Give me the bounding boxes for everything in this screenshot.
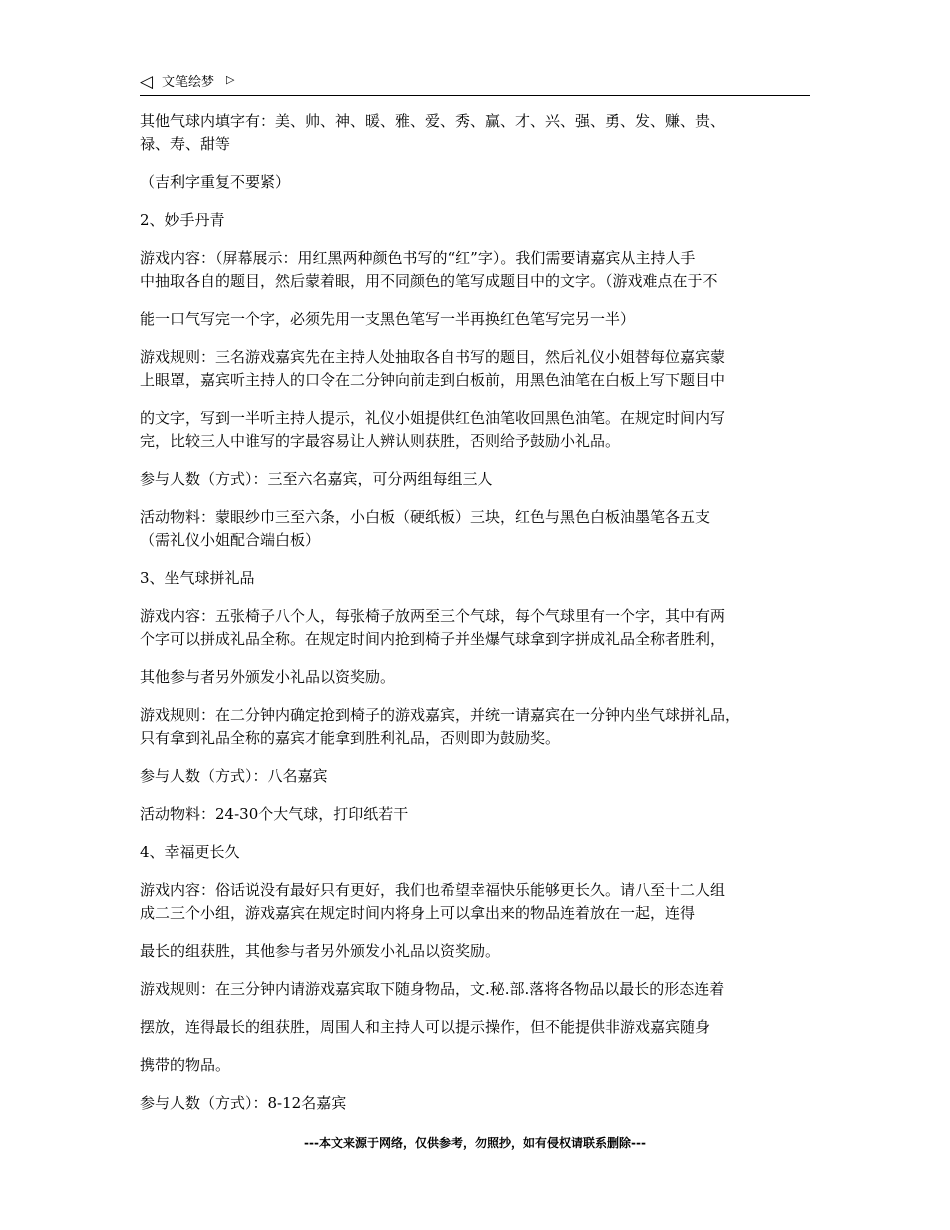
- text-line: 摆放，连得最长的组获胜，周围人和主持人可以提示操作，但不能提供非游戏嘉宾随身: [140, 1018, 711, 1036]
- header-title: 文笔绘梦: [162, 75, 215, 90]
- text-line: 参与人数（方式）：三至六名嘉宾，可分两组每组三人: [140, 470, 493, 488]
- text-line: 只有拿到礼品全称的嘉宾才能拿到胜利礼品，否则即为鼓励奖。: [140, 729, 561, 747]
- text-line: 游戏内容：（屏幕展示：用红黑两种颜色书写的“红”字）。我们需要请嘉宾从主持人手: [140, 249, 696, 267]
- paragraph: [140, 308, 812, 331]
- footer-disclaimer: ---本文来源于网络，仅供参考，勿照抄，如有侵权请联系删除---: [304, 1136, 646, 1150]
- page-header: [140, 70, 810, 96]
- paragraph: [140, 605, 812, 651]
- text-line: 游戏内容：五张椅子八个人，每张椅子放两至三个气球，每个气球里有一个字，其中有两: [140, 607, 726, 625]
- paragraph: [140, 247, 812, 293]
- paragraph: [140, 506, 812, 552]
- paragraph: [140, 666, 812, 689]
- paragraph: [140, 346, 812, 392]
- text-line: 成二三个小组，游戏嘉宾在规定时间内将身上可以拿出来的物品连着放在一起，连得: [140, 904, 696, 922]
- paragraph: [140, 110, 812, 156]
- paragraph: [140, 765, 812, 788]
- document-body: [140, 110, 812, 1130]
- text-line: （需礼仪小姐配合端白板）: [140, 531, 321, 549]
- text-line: 完，比较三人中谁写的字最容易让人辨认则获胜，否则给予鼓励小礼品。: [140, 432, 621, 450]
- text-line: 携带的物品。: [140, 1056, 231, 1074]
- paragraph: [140, 1016, 812, 1039]
- paragraph: [140, 171, 812, 194]
- text-line: 活动物料：蒙眼纱巾三至六条，小白板（硬纸板）三块，红色与黑色白板油墨笔各五支: [140, 508, 711, 526]
- text-line: 参与人数（方式）：8-12名嘉宾: [140, 1094, 347, 1112]
- left-arrow-icon: ◁: [140, 72, 154, 92]
- text-line: 个字可以拼成礼品全称。在规定时间内抢到椅子并坐爆气球拿到字拼成礼品全称者胜利，: [140, 630, 726, 648]
- paragraph: [140, 209, 812, 232]
- text-line: 游戏规则：在三分钟内请游戏嘉宾取下随身物品，文.秘.部.落将各物品以最长的形态连着: [140, 980, 725, 998]
- text-line: 的文字，写到一半听主持人提示，礼仪小姐提供红色油笔收回黑色油笔。在规定时间内写: [140, 409, 726, 427]
- header-divider: [140, 95, 810, 96]
- paragraph: [140, 704, 812, 750]
- paragraph: [140, 1092, 812, 1115]
- text-line: 游戏规则：在二分钟内确定抢到椅子的游戏嘉宾，并统一请嘉宾在一分钟内坐气球拼礼品，: [140, 706, 741, 724]
- text-line: 2、妙手丹青: [140, 211, 225, 229]
- paragraph: [140, 803, 812, 826]
- paragraph: [140, 407, 812, 453]
- text-line: 游戏规则：三名游戏嘉宾先在主持人处抽取各自书写的题目，然后礼仪小姐替每位嘉宾蒙: [140, 348, 726, 366]
- paragraph: [140, 468, 812, 491]
- text-line: 能一口气写完一个字，必须先用一支黑色笔写一半再换红色笔写完另一半）: [140, 310, 636, 328]
- paragraph: [140, 841, 812, 864]
- right-arrow-icon: ▷: [226, 73, 235, 86]
- text-line: 其他气球内填字有：美、帅、神、暖、雅、爱、秀、赢、才、兴、强、勇、发、赚、贵、: [140, 112, 726, 130]
- text-line: 3、坐气球拼礼品: [140, 569, 255, 587]
- text-line: 游戏内容：俗话说没有最好只有更好，我们也希望幸福快乐能够更长久。请八至十二人组: [140, 881, 726, 899]
- paragraph: [140, 1054, 812, 1077]
- text-line: 最长的组获胜，其他参与者另外颁发小礼品以资奖励。: [140, 942, 501, 960]
- paragraph: [140, 879, 812, 925]
- text-line: 参与人数（方式）：八名嘉宾: [140, 767, 328, 785]
- text-line: 禄、寿、甜等: [140, 135, 231, 153]
- text-line: 活动物料：24-30个大气球，打印纸若干: [140, 805, 409, 823]
- paragraph: [140, 940, 812, 963]
- text-line: 其他参与者另外颁发小礼品以资奖励。: [140, 668, 396, 686]
- text-line: 上眼罩，嘉宾听主持人的口令在二分钟向前走到白板前，用黑色油笔在白板上写下题目中: [140, 371, 726, 389]
- text-line: 4、幸福更长久: [140, 843, 240, 861]
- text-line: （吉利字重复不要紧）: [140, 173, 291, 191]
- text-line: 中抽取各自的题目，然后蒙着眼，用不同颜色的笔写成题目中的文字。（游戏难点在于不: [140, 272, 718, 290]
- paragraph: [140, 567, 812, 590]
- paragraph: [140, 978, 812, 1001]
